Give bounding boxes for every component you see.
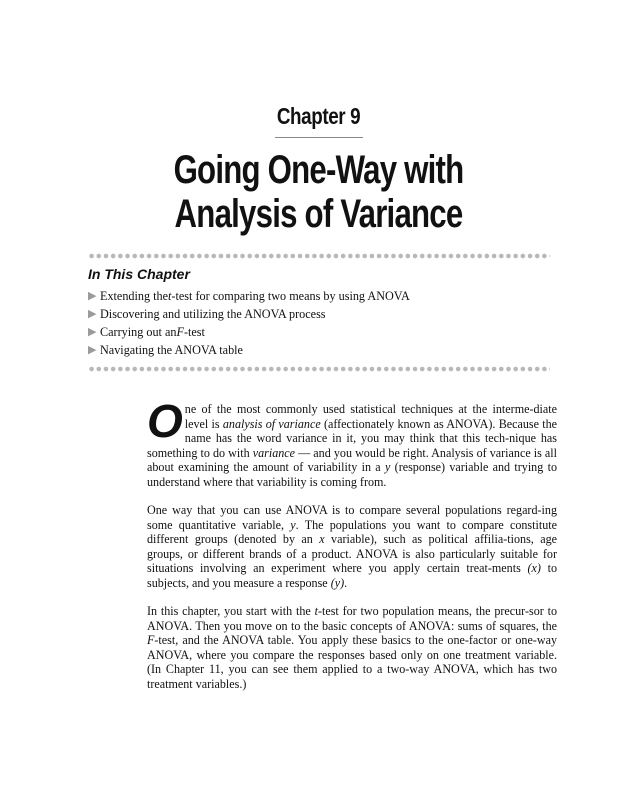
paragraph-text: ne of the most commonly used statistical techniques at the interme-diate level is [184, 402, 557, 431]
arrow-bullet-icon: ▶ [88, 308, 97, 320]
list-item-text: Navigating the ANOVA table [100, 343, 243, 357]
list-item-emphasis: t [168, 289, 172, 303]
chapter-body [147, 395, 558, 705]
paragraph-text: . [344, 575, 348, 590]
list-item [88, 305, 410, 323]
emphasis: y [290, 517, 296, 532]
arrow-bullet-icon: ▶ [88, 326, 97, 338]
emphasis: t [314, 604, 318, 618]
list-item [88, 287, 410, 305]
chapter-underline [275, 137, 363, 138]
list-item-text: -test for comparing two means by using ANOVA [171, 289, 410, 303]
paragraph-text: (response) variable and trying to understand where that variability is coming from. [147, 460, 557, 489]
in-this-chapter-heading: In This Chapter [88, 266, 190, 282]
arrow-bullet-icon: ▶ [88, 344, 97, 356]
list-item-text: Extending the [100, 289, 169, 303]
paragraph-intro [147, 395, 558, 489]
paragraph-text: (affectionately known as ANOVA). Because the name has the word variance in it, you may think that this tech-nique has something to do with [147, 416, 558, 460]
drop-cap: O [147, 395, 183, 447]
list-item-text: Carrying out an [100, 325, 177, 339]
chapter-title [0, 148, 637, 236]
dotted-divider-bottom [88, 366, 550, 372]
emphasis: F [147, 633, 155, 647]
paragraph-text: . The populations you want to compare constitute different groups (denoted by an [147, 517, 557, 546]
arrow-bullet-icon: ▶ [88, 290, 97, 302]
emphasis: y [385, 460, 391, 474]
list-item-emphasis: F [176, 325, 184, 339]
chapter-title-line-2: Analysis of Variance [174, 192, 463, 236]
paragraph-overview [147, 604, 557, 691]
emphasis: analysis of variance [222, 416, 321, 431]
emphasis: (y) [330, 575, 345, 590]
paragraph-text: In this chapter, you start with the [147, 604, 315, 618]
list-item [88, 341, 410, 359]
list-item-text: Discovering and utilizing the ANOVA process [100, 307, 326, 321]
chapter-topics-list [88, 287, 410, 359]
chapter-label: Chapter 9 [276, 103, 361, 129]
emphasis: x [319, 532, 325, 546]
chapter-title-line-1: Going One-Way with [173, 148, 464, 192]
paragraph-text: — and you would be right. Analysis of variance is all about examining the amount of variability in a [147, 445, 558, 474]
paragraph-text: -test, and the ANOVA table. You apply these basics to the one-factor or one-way ANOVA, where you compare the responses based only on one treatment variable. (In Chapter 11, you can see them applied to a two-way ANOVA, which has two treatment variables.) [147, 633, 557, 691]
paragraph-text: to subjects, and you measure a response [147, 561, 557, 590]
paragraph-uses [147, 503, 557, 590]
list-item-text: -test [183, 325, 205, 339]
emphasis: (x) [527, 561, 541, 575]
paragraph-text: One way that you can use ANOVA is to compare several populations regard-ing some quantitative variable, [147, 503, 557, 532]
paragraph-text: variable), such as political affilia-tions, age groups, or different brands of a product. ANOVA is also particularly suitable for situations involving an experiment where you apply certain treat-ments [147, 532, 557, 575]
dotted-divider-top [88, 253, 550, 259]
paragraph-text: -test for two population means, the precur-sor to ANOVA. Then you move on to the basic concepts of ANOVA: sums of squares, the [147, 604, 557, 633]
list-item [88, 323, 410, 341]
emphasis: variance [252, 445, 296, 460]
